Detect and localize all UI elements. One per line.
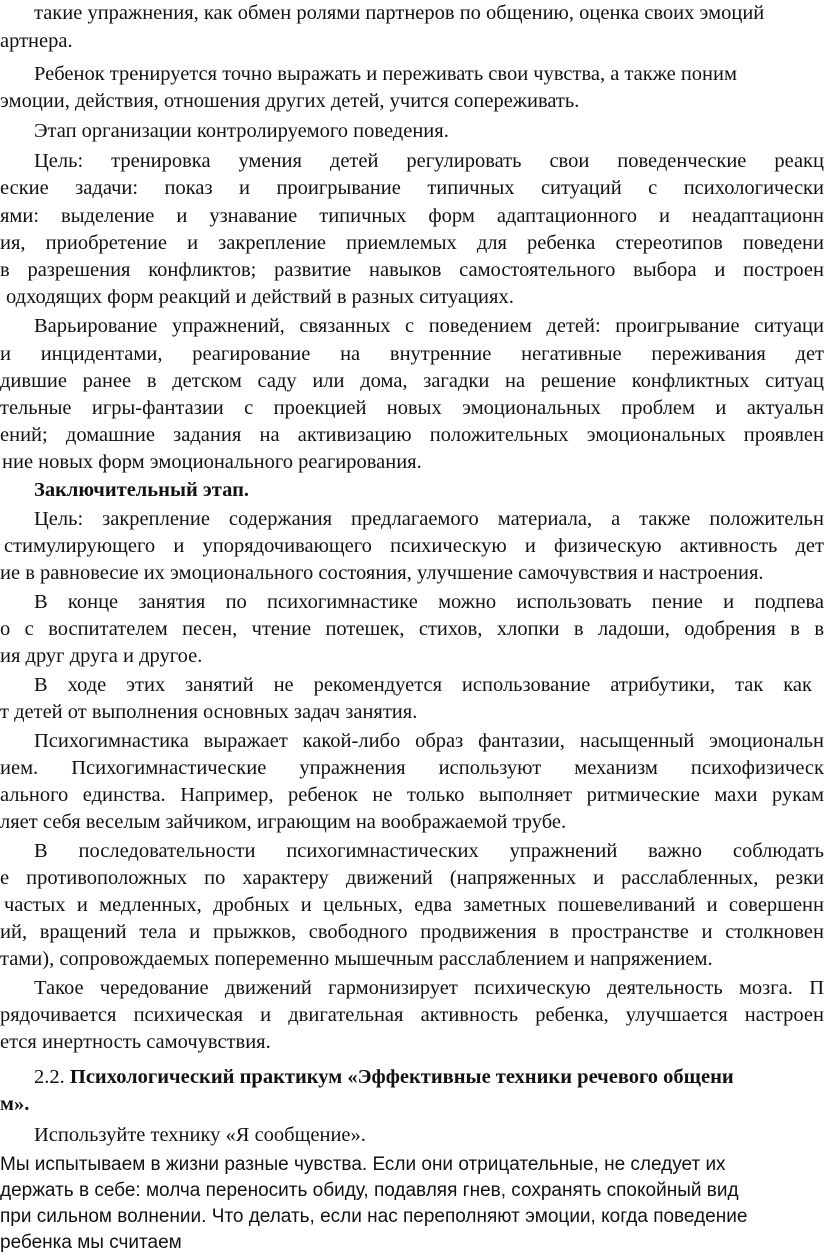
text-line: при сильном волнении. Что делать, если нас переполняют эмоции, когда поведение: [0, 1206, 748, 1227]
text-line: Варьирование упражнений, связанных с поведением детей: проигрывание ситуаци: [34, 315, 824, 337]
text-line: еские задачи: показ и проигрывание типичных ситуаций с психологически: [0, 177, 824, 199]
text-line: ием. Психогимнастические упражнения используют механизм психофизическ: [0, 757, 824, 779]
section-title: Психологический практикум «Эффективные техники речевого общени: [69, 1066, 734, 1088]
text-line: Психогимнастика выражает какой-либо образ фантазии, насыщенный эмоциональн: [34, 730, 824, 752]
text-line: тами), сопровождаемых попеременно мышечным расслаблением и напряжением.: [0, 948, 713, 970]
text-line: частых и медленных, дробных и цельных, едва заметных пошевеливаний и совершенн: [4, 894, 824, 916]
text-line: артнера.: [0, 30, 73, 52]
text-line: стимулирующего и упорядочивающего психическую и физическую активность дет: [4, 535, 824, 557]
text-line: одходящих форм реакций и действий в разных ситуациях.: [6, 286, 514, 308]
text-line: ями: выделение и узнавание типичных форм адаптационного и неадаптационн: [0, 205, 824, 227]
text-line: ений; домашние задания на активизацию положительных эмоциональных проявлен: [0, 424, 824, 446]
text-line: ие в равновесие их эмоционального состояния, улучшение самочувствия и настроения.: [0, 562, 764, 584]
text-line: ия, приобретение и закрепление приемлемых для ребенка стереотипов поведени: [0, 232, 824, 254]
text-line: такие упражнения, как обмен ролями партнеров по общению, оценка своих эмоций: [34, 2, 765, 24]
text-line: е противоположных по характеру движений (напряженных и расслабленных, резки: [0, 867, 824, 889]
text-line: В конце занятия по психогимнастике можно использовать пение и подпева: [34, 591, 824, 613]
section-heading: Этап организации контролируемого поведения.: [34, 120, 449, 142]
text-line: ляет себя веселым зайчиком, играющим на воображаемой трубе.: [0, 811, 567, 833]
text-line: т детей от выполнения основных задач занятия.: [0, 701, 418, 723]
text-line: ий, вращений тела и прыжков, свободного продвижения в пространстве и столкновен: [0, 921, 824, 943]
text-line: в разрешения конфликтов; развитие навыков самостоятельного выбора и построен: [0, 259, 824, 281]
text-line: Ребенок тренируется точно выражать и переживать свои чувства, а также поним: [34, 63, 737, 85]
section-heading-2-2: [34, 1064, 734, 1090]
section-heading-final-stage: Заключительный этап.: [34, 479, 249, 501]
text-line: о с воспитателем песен, чтение потешек, стихов, хлопки в ладоши, одобрения в в: [0, 618, 824, 640]
text-line: ребенка мы считаем: [0, 1232, 182, 1253]
text-line: и инцидентами, реагирование на внутренние негативные переживания дет: [0, 343, 824, 365]
text-line: эмоции, действия, отношения других детей, учится сопереживать.: [0, 90, 580, 112]
text-line: дившие ранее в детском саду или дома, загадки на решение конфликтных ситуац: [0, 370, 824, 392]
text-line: ется инертность самочувствия.: [0, 1031, 271, 1053]
text-line: ние новых форм эмоционального реагирования.: [2, 451, 422, 473]
text-line: В ходе этих занятий не рекомендуется использование атрибутики, так как: [34, 674, 812, 696]
text-line: Мы испытываем в жизни разные чувства. Если они отрицательные, не следует их: [0, 1154, 726, 1175]
text-line: Используйте технику «Я сообщение».: [34, 1124, 366, 1146]
text-line: Цель: тренировка умения детей регулировать свои поведенческие реакц: [34, 150, 824, 172]
text-line: держать в себе: молча переносить обиду, подавляя гнев, сохранять спокойный вид: [0, 1180, 739, 1201]
section-number: 2.2.: [34, 1066, 65, 1088]
text-line: Цель: закрепление содержания предлагаемого материала, а также положительн: [34, 508, 824, 530]
text-line: ия друг друга и другое.: [0, 645, 203, 667]
text-line: Такое чередование движений гармонизирует психическую деятельность мозга. П: [34, 977, 824, 999]
text-line: тельные игры-фантазии с проекцией новых эмоциональных проблем и актуальн: [0, 397, 824, 419]
text-line: ального единства. Например, ребенок не только выполняет ритмические махи рукам: [0, 784, 824, 806]
text-line: В последовательности психогимнастических упражнений важно соблюдать: [34, 840, 824, 862]
text-line: рядочивается психическая и двигательная активность ребенка, улучшается настроен: [0, 1004, 824, 1026]
section-title-continuation: м».: [0, 1093, 30, 1115]
